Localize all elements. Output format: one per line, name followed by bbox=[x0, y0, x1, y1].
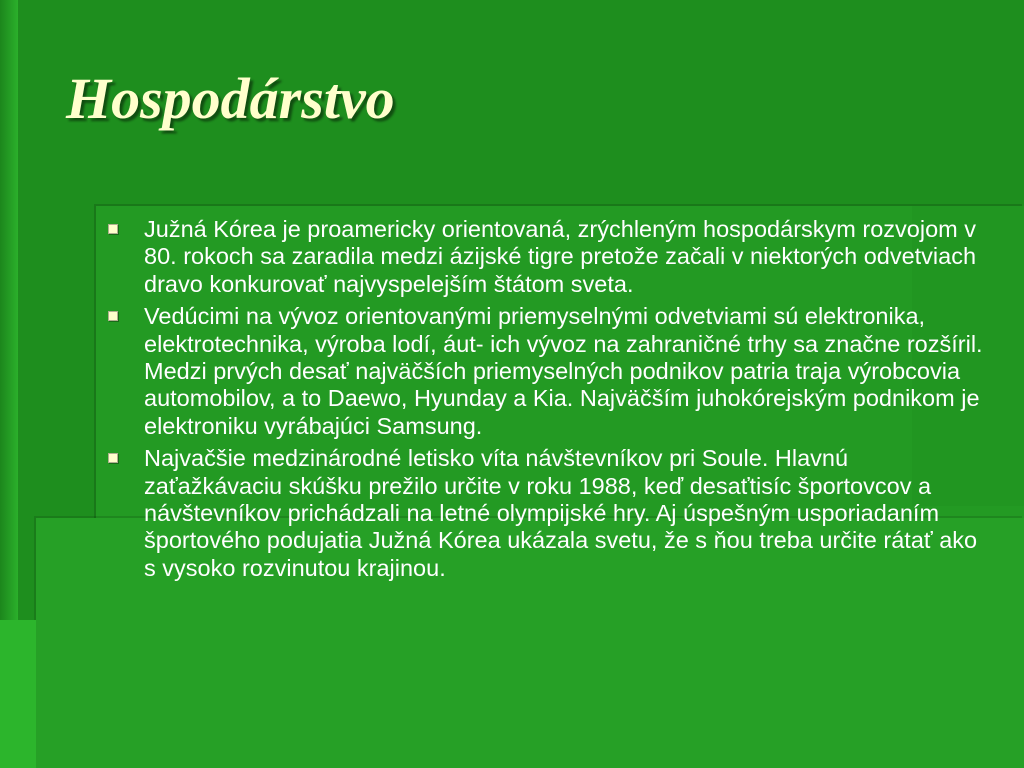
square-bullet-icon bbox=[108, 224, 118, 234]
bullet-item bbox=[104, 303, 984, 440]
bullet-text: Vedúcimi na vývoz orientovanými priemyselnými odvetviami sú elektronika, elektrotechnika, výroba lodí, áut- ich vývoz na zahraničné trhy sa značne rozšíril. Medzi prvých desať najväčších priemyselných podnikov patria traja výrobcovia automobilov, a to Daewo, Hyunday a Kia. Najväčším juhokórejským podnikom je elektroniku vyrábajúci Samsung. bbox=[144, 303, 983, 439]
bullet-list bbox=[104, 216, 984, 587]
bullet-item bbox=[104, 216, 984, 298]
square-bullet-icon bbox=[108, 311, 118, 321]
bullet-item bbox=[104, 445, 984, 582]
bullet-text: Južná Kórea je proamericky orientovaná, zrýchleným hospodárskym rozvojom v 80. rokoch sa zaradila medzi ázijské tigre pretože začali v niektorých odvetviach dravo konkurovať najvyspelejším štátom sveta. bbox=[144, 216, 977, 297]
bullet-text: Najvačšie medzinárodné letisko víta návštevníkov pri Soule. Hlavnú zaťažkávaciu skúšku prežilo určite v roku 1988, keď desaťtisíc športovcov a návštevníkov prichádzali na letné olympijské hry. Aj úspešným usporiadaním športového podujatia Južná Kórea ukázala svetu, že s ňou treba určite rátať ako s vysoko rozvinutou krajinou. bbox=[144, 445, 978, 581]
slide-title: Hospodárstvo bbox=[66, 66, 395, 131]
square-bullet-icon bbox=[108, 453, 118, 463]
background-corner-block bbox=[0, 620, 36, 768]
